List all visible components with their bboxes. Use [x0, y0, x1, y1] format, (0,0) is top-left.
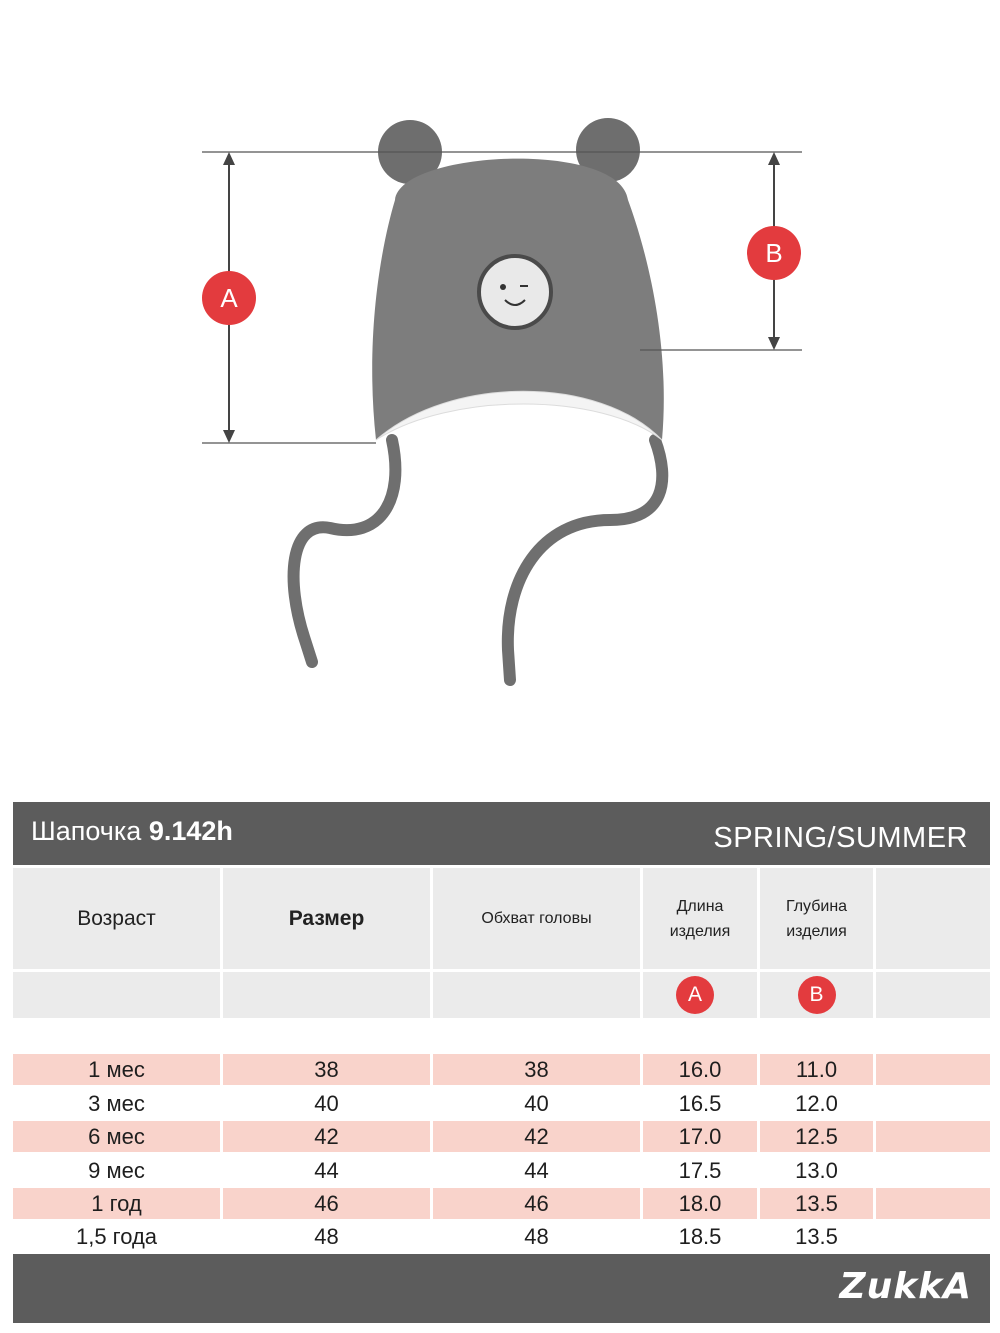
cell-age: 3 мес — [88, 1090, 145, 1116]
marker-cell-depth — [760, 972, 873, 1018]
brand-logo: ZukkA — [839, 1266, 972, 1307]
marker-cell-head — [433, 972, 640, 1018]
season-label: SPRING/SUMMER — [713, 822, 968, 854]
right-tie — [508, 440, 662, 680]
table-header-bar — [13, 802, 990, 865]
cell-head: 38 — [433, 1054, 640, 1085]
cell-extra — [876, 1155, 990, 1186]
column-depth — [760, 868, 873, 969]
cell-length: 18.0 — [643, 1188, 757, 1219]
cell-size: 48 — [314, 1223, 339, 1249]
cell-age: 9 мес — [88, 1157, 145, 1183]
column-size: Размер — [223, 868, 430, 969]
cell-depth: 13.0 — [795, 1157, 838, 1183]
table-row — [0, 1088, 1000, 1119]
cell-age: 1,5 года — [75, 1223, 158, 1249]
cell-length: 16.0 — [643, 1054, 757, 1085]
column-depth-line2: изделия — [786, 922, 847, 940]
cell-length: 17.0 — [643, 1121, 757, 1152]
footer-bar — [13, 1254, 990, 1323]
cell-age: 1 мес — [13, 1054, 220, 1085]
column-length — [643, 868, 757, 969]
marker-cell-extra — [876, 972, 990, 1018]
column-depth-line1: Глубина — [785, 897, 848, 915]
cell-age: 6 мес — [13, 1121, 220, 1152]
cell-head: 42 — [433, 1121, 640, 1152]
cell-size: 38 — [223, 1054, 430, 1085]
cell-extra — [876, 1088, 990, 1119]
cell-depth: 12.0 — [795, 1090, 838, 1116]
table-row — [0, 1221, 1000, 1252]
cell-depth: 13.5 — [760, 1188, 873, 1219]
marker-cell-age — [13, 972, 220, 1018]
column-length-line1: Длина — [676, 897, 724, 915]
cell-head: 44 — [524, 1157, 549, 1183]
cell-length: 18.5 — [678, 1223, 722, 1249]
column-age: Возраст — [13, 868, 220, 969]
svg-text:A: A — [220, 283, 238, 313]
cell-head: 40 — [524, 1090, 549, 1116]
column-head-circumference: Обхват головы — [433, 868, 640, 969]
table-row — [0, 1155, 1000, 1186]
column-extra — [876, 868, 990, 969]
cell-size: 40 — [314, 1090, 339, 1116]
bear-patch — [479, 256, 551, 328]
product-prefix: Шапочка — [31, 816, 142, 846]
table-row — [0, 1188, 1000, 1219]
svg-text:B: B — [765, 238, 783, 268]
product-model: 9.142h — [148, 816, 233, 846]
marker-cell-size — [223, 972, 430, 1018]
cell-extra — [876, 1054, 990, 1085]
cell-size: 44 — [314, 1157, 339, 1183]
cell-depth: 11.0 — [760, 1054, 873, 1085]
cell-extra — [876, 1121, 990, 1152]
cell-depth: 12.5 — [760, 1121, 873, 1152]
cell-age: 1 год — [13, 1188, 220, 1219]
product-title — [31, 816, 233, 847]
length-marker: A — [676, 976, 714, 1014]
cell-extra — [876, 1188, 990, 1219]
cell-length: 16.5 — [678, 1090, 722, 1116]
depth-marker: B — [798, 976, 836, 1014]
cell-head: 48 — [524, 1223, 549, 1249]
left-tie — [294, 440, 396, 662]
cell-size: 46 — [223, 1188, 430, 1219]
cell-length: 17.5 — [678, 1157, 722, 1183]
cell-head: 46 — [433, 1188, 640, 1219]
cell-size: 42 — [223, 1121, 430, 1152]
table-row — [0, 1054, 1000, 1085]
cell-depth: 13.5 — [795, 1223, 838, 1249]
cell-extra — [876, 1221, 990, 1252]
marker-cell-length — [643, 972, 757, 1018]
table-row — [0, 1121, 1000, 1152]
column-length-line2: изделия — [669, 922, 731, 940]
